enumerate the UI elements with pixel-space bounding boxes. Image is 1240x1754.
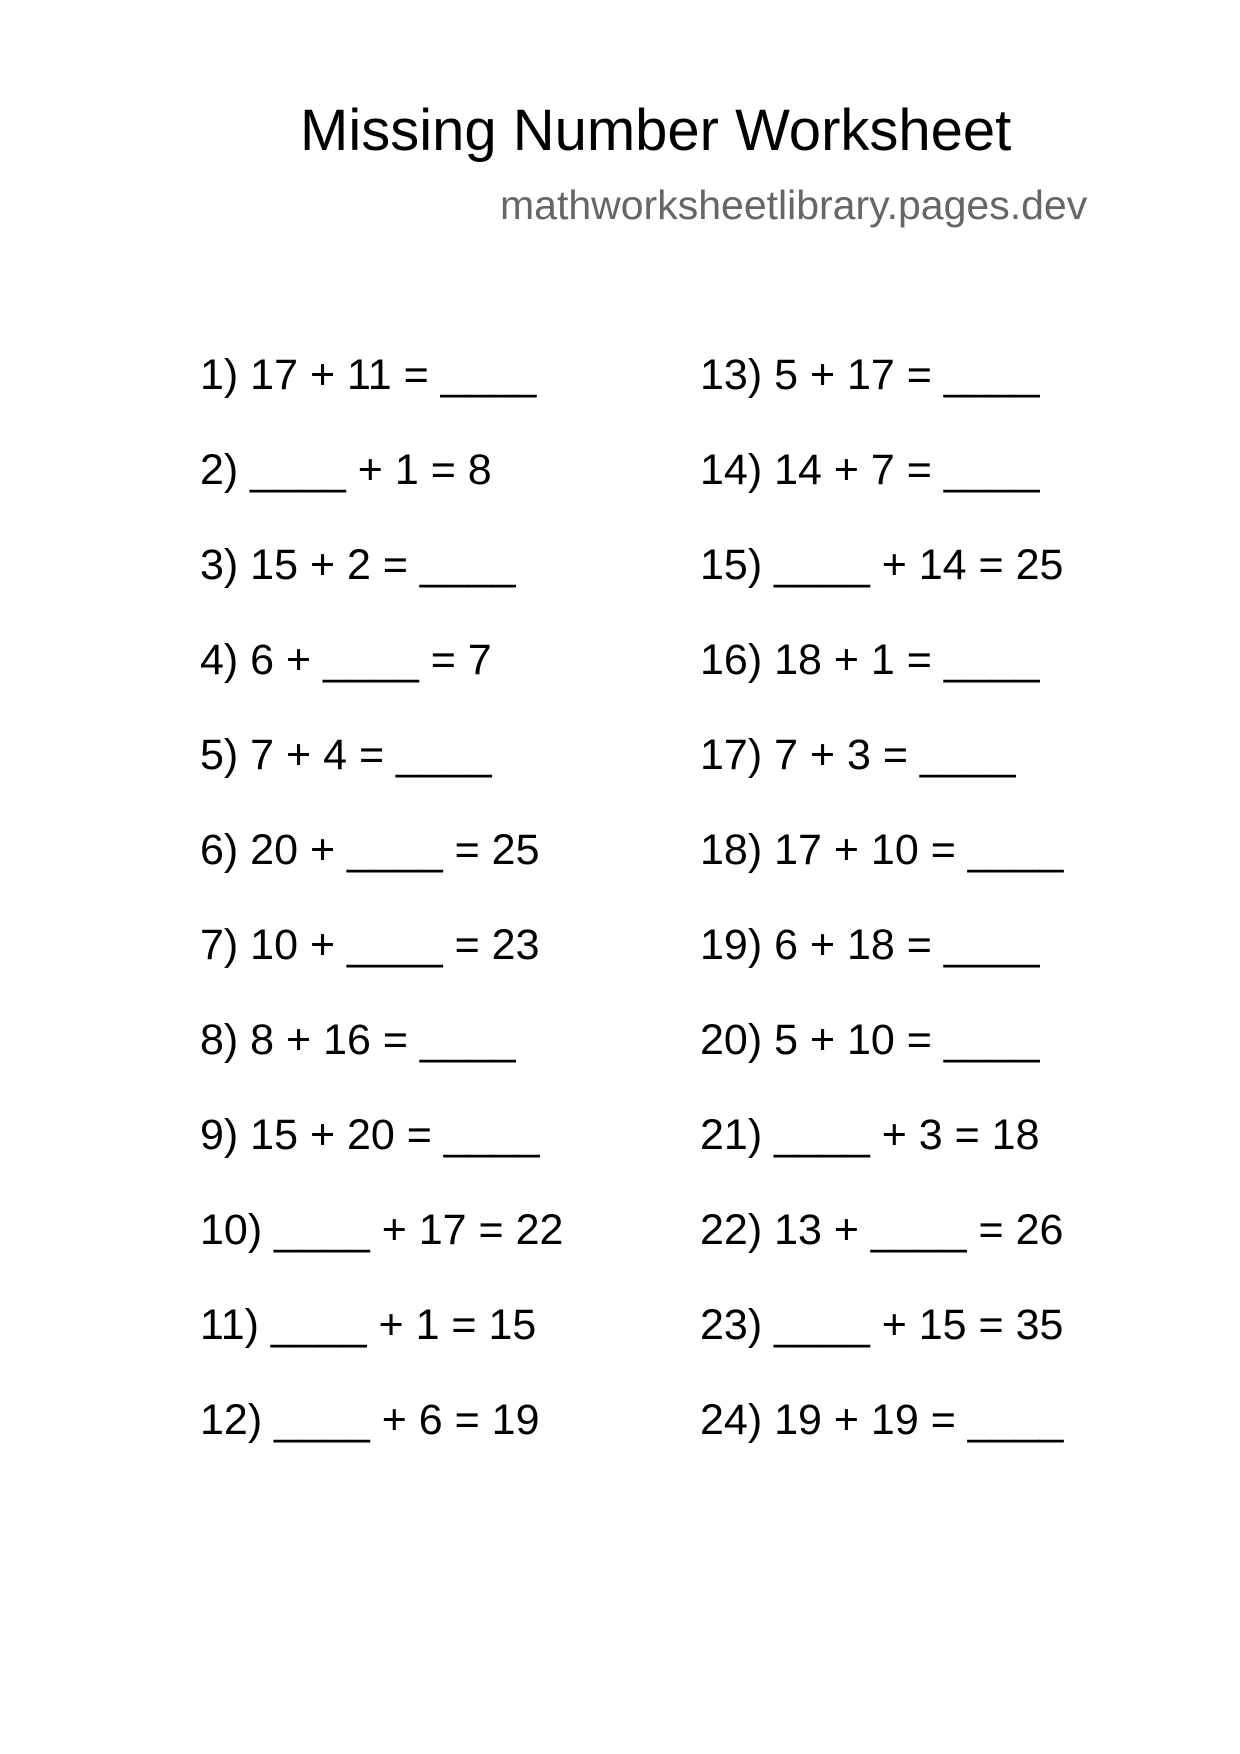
problem-5: 5) 7 + 4 = ____ xyxy=(200,731,492,779)
problem-23: 23) ____ + 15 = 35 xyxy=(700,1301,1064,1349)
problem-3: 3) 15 + 2 = ____ xyxy=(200,541,516,589)
problem-24: 24) 19 + 19 = ____ xyxy=(700,1396,1064,1444)
problem-15: 15) ____ + 14 = 25 xyxy=(700,541,1064,589)
worksheet-title: Missing Number Worksheet xyxy=(300,98,1012,163)
problem-13: 13) 5 + 17 = ____ xyxy=(700,351,1040,399)
problem-22: 22) 13 + ____ = 26 xyxy=(700,1206,1064,1254)
problem-1: 1) 17 + 11 = ____ xyxy=(200,351,537,399)
problem-column-left xyxy=(200,345,563,1485)
problem-9: 9) 15 + 20 = ____ xyxy=(200,1111,540,1159)
problem-12: 12) ____ + 6 = 19 xyxy=(200,1396,540,1444)
problem-11: 11) ____ + 1 = 15 xyxy=(200,1301,537,1349)
problem-10: 10) ____ + 17 = 22 xyxy=(200,1206,564,1254)
problem-7: 7) 10 + ____ = 23 xyxy=(200,921,540,969)
problem-16: 16) 18 + 1 = ____ xyxy=(700,636,1040,684)
problem-2: 2) ____ + 1 = 8 xyxy=(200,446,492,494)
problem-14: 14) 14 + 7 = ____ xyxy=(700,446,1040,494)
problem-19: 19) 6 + 18 = ____ xyxy=(700,921,1040,969)
problem-17: 17) 7 + 3 = ____ xyxy=(700,731,1016,779)
problem-4: 4) 6 + ____ = 7 xyxy=(200,636,492,684)
problem-column-right xyxy=(700,345,1063,1485)
problem-8: 8) 8 + 16 = ____ xyxy=(200,1016,516,1064)
problem-6: 6) 20 + ____ = 25 xyxy=(200,826,540,874)
problem-21: 21) ____ + 3 = 18 xyxy=(700,1111,1040,1159)
website-url: mathworksheetlibrary.pages.dev xyxy=(500,182,1088,228)
problem-20: 20) 5 + 10 = ____ xyxy=(700,1016,1040,1064)
problem-18: 18) 17 + 10 = ____ xyxy=(700,826,1064,874)
